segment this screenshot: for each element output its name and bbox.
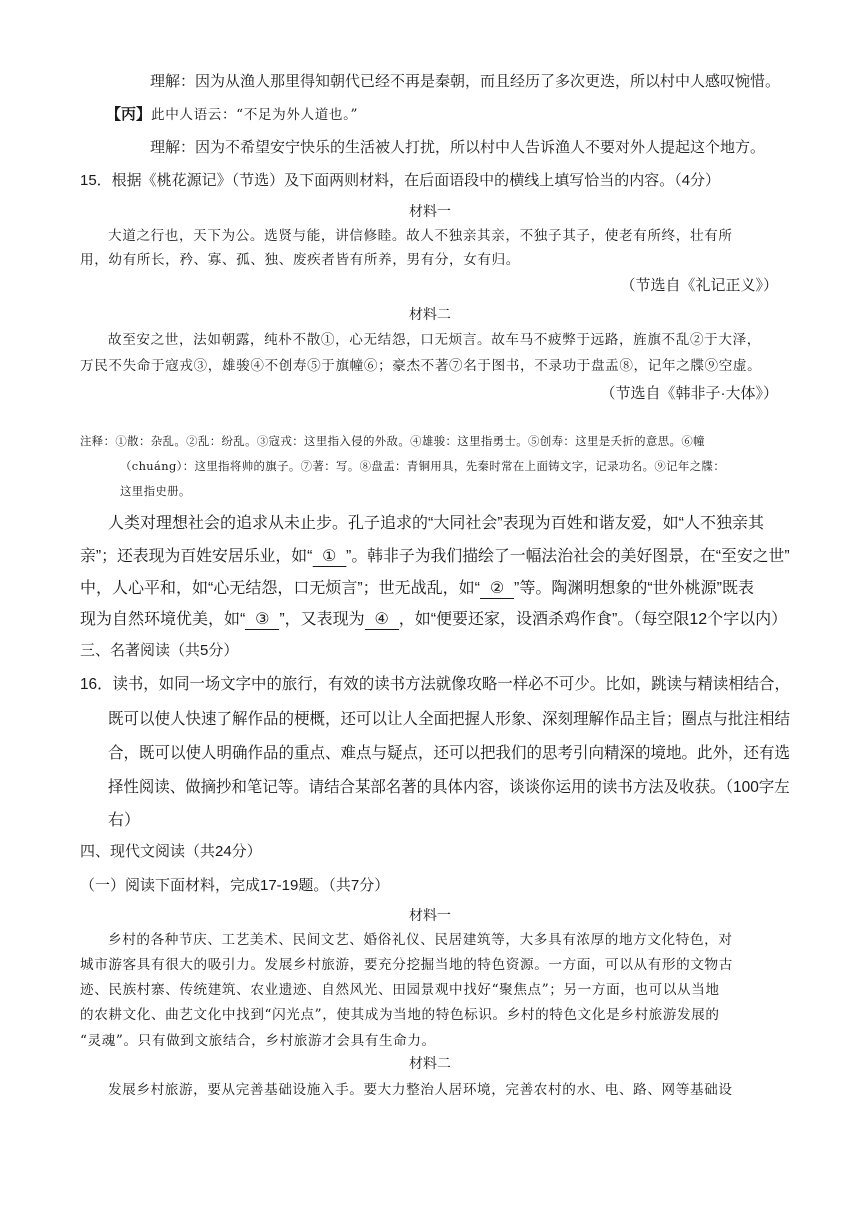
annotation-line: 注释：①散：杂乱。②乱：纷乱。③寇戎：这里指入侵的外敌。④雄骏：这里指勇士。⑤创寿：这里是夭折的意思。⑥幢: [80, 434, 705, 448]
fill-paragraph-line: [80, 575, 754, 599]
blank-3[interactable]: ③: [245, 609, 279, 630]
material-1-line: 用，幼有所长，矜、寡、孤、独、废疾者皆有所养，男有分，女有归。: [80, 252, 521, 268]
understanding-1: 理解：因为从渔人那里得知朝代已经不再是秦朝，而且经历了多次更迭，所以村中人感叹惋惜。: [150, 73, 781, 90]
material-1-title: 材料一: [409, 907, 451, 923]
bing-row: [106, 103, 358, 124]
material-1-line: 大道之行也，天下为公。选贤与能，讲信修睦。故人不独亲其亲，不独子其子，使老有所终，壮有所: [108, 228, 733, 244]
reading-material-line: 迹、民族村寨、传统建筑、农业遗迹、自然风光、田园景观中找好“聚焦点”；另一方面，也可以从当地: [80, 982, 720, 998]
paragraph-text: 现为自然环境优美，如“: [80, 611, 246, 628]
blank-4[interactable]: ④: [365, 609, 399, 630]
material-2-source: （节选自《韩非子·大体》）: [600, 385, 778, 402]
question-16-line: 16．读书，如同一场文字中的旅行，有效的读书方法就像攻略一样必不可少。比如，跳读与精读相结合，: [80, 676, 790, 693]
bing-quote: 此中人语云：“不足为外人道也。”: [151, 107, 359, 123]
annotation-line: （chuáng）：这里指将帅的旗子。⑦著：写。⑧盘盂：青铜用具，先秦时常在上面铸文字，记录功名。⑨记年之牒：: [120, 459, 726, 473]
reading-material-line: 发展乡村旅游，要从完善基础设施入手。要大力整治人居环境，完善农村的水、电、路、网等基础设: [108, 1082, 733, 1098]
material-1-title: 材料一: [409, 203, 451, 219]
annotation-line: 这里指史册。: [120, 484, 191, 498]
paragraph-text: 中，人心平和，如“心无结怨，口无烦言”；世无战乱，如“: [80, 580, 480, 597]
reading-material-line: “灵魂”。只有做到文旅结合，乡村旅游才会具有生命力。: [80, 1033, 436, 1049]
question-16-line: 择性阅读、做摘抄和笔记等。请结合某部名著的具体内容，谈谈你运用的读书方法及收获。（100字左: [108, 779, 790, 796]
blank-1[interactable]: ①: [312, 546, 346, 567]
reading-material-line: 城市游客具有很大的吸引力。发展乡村旅游，要充分挖掘当地的特色资源。一方面，可以从有形的文物古: [80, 957, 733, 973]
question-15-prompt: 15．根据《桃花源记》（节选）及下面两则材料，在后面语段中的横线上填写恰当的内容。（4分）: [80, 172, 721, 189]
fill-paragraph-line: [80, 543, 790, 567]
question-16-line: 右）: [108, 812, 141, 829]
reading-material-line: 乡村的各种节庆、工艺美术、民间文艺、婚俗礼仪、民居建筑等，大多具有浓厚的地方文化特色，对: [108, 932, 733, 948]
blank-2[interactable]: ②: [480, 578, 514, 599]
understanding-2: 理解：因为不希望安宁快乐的生活被人打扰，所以村中人告诉渔人不要对外人提起这个地方。: [150, 139, 766, 156]
subsection-1-heading: （一）阅读下面材料，完成17-19题。（共7分）: [80, 877, 390, 894]
question-16-line: 合，既可以使人明确作品的重点、难点与疑点，还可以把我们的思考引向精深的境地。此外，还有选: [108, 745, 791, 762]
section-3-heading: 三、名著阅读（共5分）: [80, 642, 239, 659]
fill-paragraph-line: 人类对理想社会的追求从未止步。孔子追求的“大同社会”表现为百姓和谐友爱，如“人不独亲其: [108, 515, 764, 532]
material-2-line: 万民不失命于寇戎③，雄骏④不创寿⑤于旗幢⑥；豪杰不著⑦名于图书，不录功于盘盂⑧，记年之牒⑨空虚。: [80, 358, 762, 374]
paragraph-text: ，如“便要还家，设酒杀鸡作食”。（每空限12个字以内）: [398, 611, 788, 628]
paragraph-text: ”。韩非子为我们描绘了一幅法治社会的美好图景，在“至安之世”: [346, 548, 790, 565]
reading-material-line: 的农耕文化、曲艺文化中找到“闪光点”，使其成为当地的特色标识。乡村的特色文化是乡村旅游发展的: [80, 1007, 720, 1023]
paragraph-text: ”，又表现为: [279, 611, 365, 628]
paragraph-text: ”等。陶渊明想象的“世外桃源”既表: [514, 580, 754, 597]
bing-label: 【丙】: [106, 106, 152, 123]
material-1-source: （节选自《礼记正义》）: [620, 277, 778, 294]
material-2-line: 故至安之世，法如朝露，纯朴不散①，心无结怨，口无烦言。故车马不疲弊于远路，旌旗不乱②于大泽，: [108, 332, 761, 348]
material-2-title: 材料二: [409, 1055, 451, 1071]
question-16-line: 既可以使人快速了解作品的梗概，还可以让人全面把握人形象、深刻理解作品主旨；圈点与批注相结: [108, 711, 791, 728]
paragraph-text: 亲”；还表现为百姓安居乐业，如“: [80, 548, 313, 565]
material-2-title: 材料二: [409, 306, 451, 322]
section-4-heading: 四、现代文阅读（共24分）: [80, 843, 262, 860]
fill-paragraph-line: [80, 606, 787, 630]
